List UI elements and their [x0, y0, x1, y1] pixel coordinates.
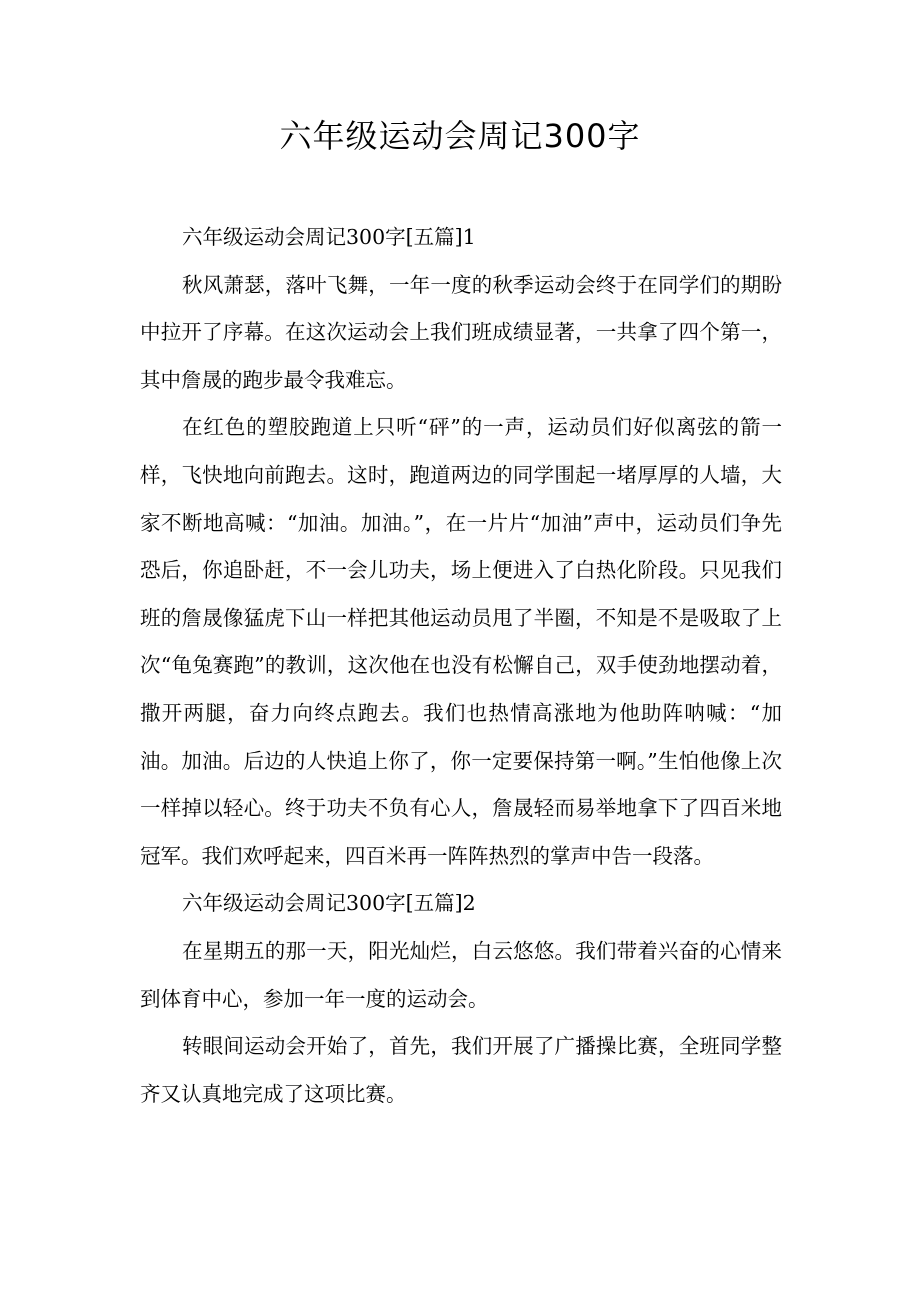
paragraph-1: 秋风萧瑟，落叶飞舞，一年一度的秋季运动会终于在同学们的期盼中拉开了序幕。在这次运动会上我们班成绩显著，一共拿了四个第一，其中詹晟的跑步最令我难忘。: [140, 272, 782, 392]
document-title: 六年级运动会周记300字: [279, 117, 641, 155]
section-heading-1: 六年级运动会周记300字[五篇]1: [182, 225, 476, 249]
paragraph-4: 转眼间运动会开始了，首先，我们开展了广播操比赛，全班同学整齐又认真地完成了这项比赛。: [140, 1034, 782, 1106]
paragraph-2: 在红色的塑胶跑道上只听“砰”的一声，运动员们好似离弦的箭一样，飞快地向前跑去。这时，跑道两边的同学围起一堵厚厚的人墙，大家不断地高喊：“加油。加油。”，在一片片“加油”声中，运动员们争先恐后，你追卧赶，不一会儿功夫，场上便进入了白热化阶段。只见我们班的詹晟像猛虎下山一样把其他运动员甩了半圈，不知是不是吸取了上次“龟兔赛跑”的教训，这次他在也没有松懈自己，双手使劲地摆动着，撒开两腿，奋力向终点跑去。我们也热情高涨地为他助阵呐喊：“加油。加油。后边的人快追上你了，你一定要保持第一啊。”生怕他像上次一样掉以轻心。终于功夫不负有心人，詹晟轻而易举地拿下了四百米地冠军。我们欢呼起来，四百米再一阵阵热烈的掌声中告一段落。: [140, 415, 782, 868]
section-heading-2: 六年级运动会周记300字[五篇]2: [182, 891, 476, 916]
paragraph-3: 在星期五的那一天，阳光灿烂，白云悠悠。我们带着兴奋的心情来到体育中心，参加一年一度的运动会。: [140, 938, 782, 1011]
document-body: [140, 214, 782, 1118]
